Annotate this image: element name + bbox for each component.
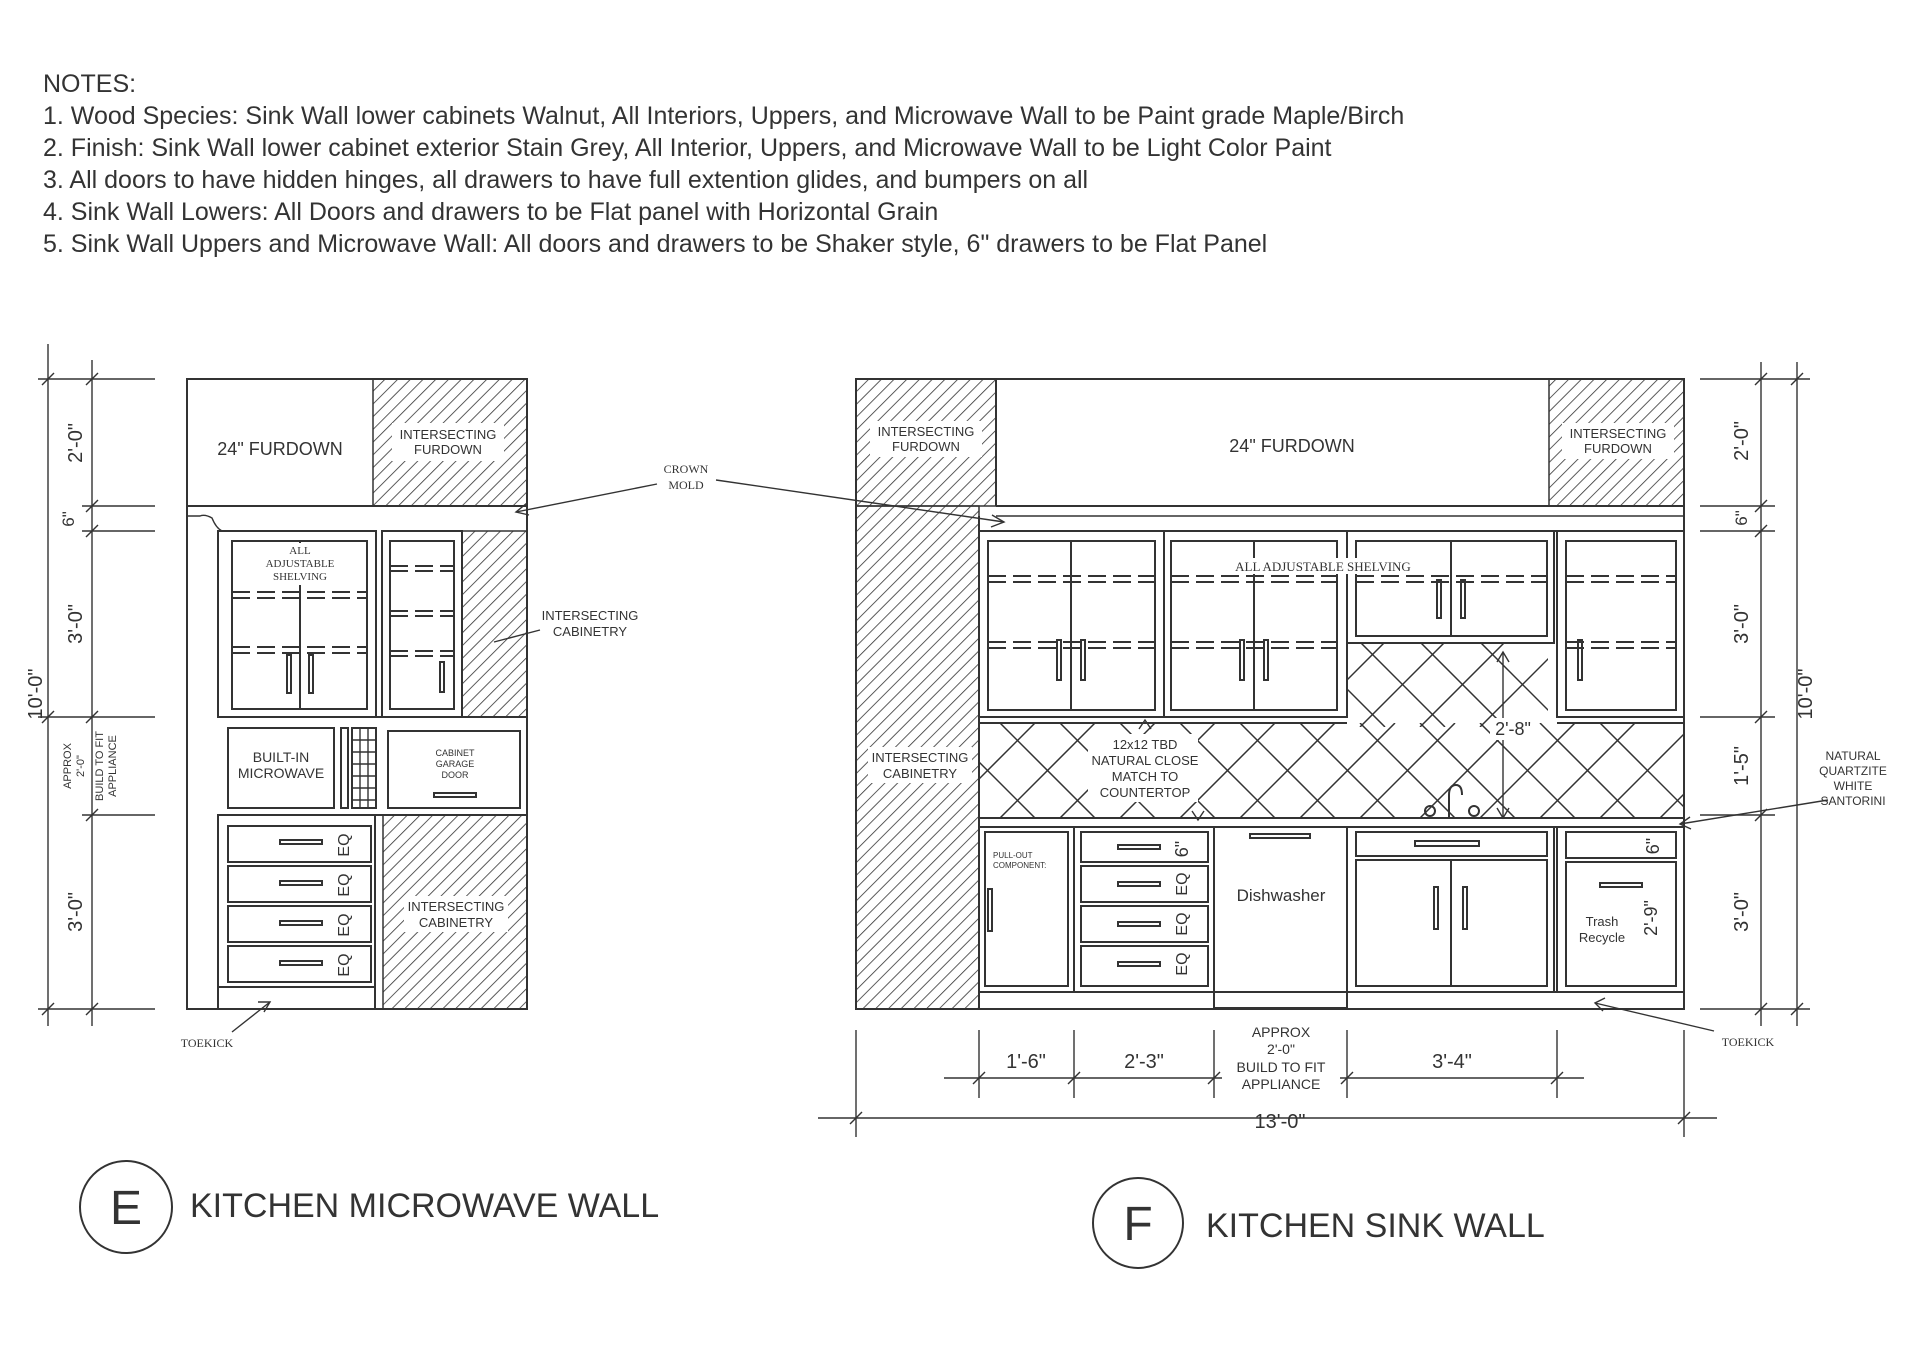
eq-label: EQ [336, 953, 353, 977]
shelving-note: SHELVING [273, 571, 327, 583]
intersecting-furdown-label: INTERSECTING [877, 424, 975, 439]
shelving-note: ADJUSTABLE [265, 558, 335, 570]
countertop-note: SANTORINI [1820, 794, 1886, 808]
intersecting-cabinetry-label: INTERSECTING [407, 899, 505, 914]
dim-crown: 6" [1732, 510, 1751, 526]
pullout-label: COMPONENT: [993, 861, 1047, 870]
crown-mold [187, 506, 373, 531]
tile-note: MATCH TO [1111, 769, 1179, 784]
intersecting-furdown-label: FURDOWN [1584, 441, 1652, 456]
dim-dishwasher: APPROX [1251, 1024, 1311, 1040]
dishwasher [1214, 827, 1347, 1008]
eq-label: EQ [1174, 872, 1191, 896]
intersecting-cabinetry-label: CABINETRY [418, 915, 494, 930]
elevation-title: KITCHEN MICROWAVE WALL [190, 1187, 660, 1225]
note-item: 1. Wood Species: Sink Wall lower cabinets Walnut, All Interiors, Uppers, and Microwave Wall to be Paint grade Maple/Birch [43, 102, 1405, 130]
dim-microwave-zone: 2'-0" [75, 755, 87, 777]
countertop-note: NATURAL [1825, 749, 1881, 763]
trash-label: Recycle [1578, 930, 1626, 945]
dim-lower: 3'-0" [65, 892, 87, 932]
dim-overall: 13'-0" [1254, 1111, 1306, 1133]
countertop [979, 818, 1684, 827]
crown-mold-label: MOLD [668, 478, 704, 492]
intersecting-cabinetry-label: INTERSECTING [541, 608, 639, 623]
dim-backsplash-height: 2'-8" [1495, 719, 1531, 739]
eq-label: EQ [336, 833, 353, 857]
intersecting-cabinetry-label: CABINETRY [552, 624, 628, 639]
shelving-note: ALL ADJUSTABLE SHELVING [1235, 559, 1411, 574]
elevation-title: KITCHEN SINK WALL [1206, 1207, 1545, 1245]
tile-note: COUNTERTOP [1099, 785, 1191, 800]
intersecting-cabinetry-label: INTERSECTING [871, 750, 969, 765]
tile-note: NATURAL CLOSE [1091, 753, 1199, 768]
dim-upper: 3'-0" [1731, 604, 1753, 644]
elevation-e-microwave-wall [25, 344, 659, 1253]
dim-microwave-zone: APPROX [62, 743, 74, 789]
elevation-marker-letter: E [109, 1182, 143, 1235]
dim-drawer-small: 6" [1172, 840, 1192, 858]
intersecting-cabinetry-label: CABINETRY [882, 766, 958, 781]
dim-dishwasher: APPLIANCE [1241, 1076, 1321, 1092]
dim-dishwasher: BUILD TO FIT [1236, 1059, 1326, 1075]
dim-furdown: 2'-0" [1731, 421, 1753, 461]
crown-mold-label: CROWN [663, 462, 709, 476]
intersecting-furdown-label: FURDOWN [414, 442, 482, 457]
dim-drawer-small: 6" [1643, 837, 1663, 855]
microwave-label: BUILT-IN [252, 749, 310, 765]
note-item: 2. Finish: Sink Wall lower cabinet exterior Stain Grey, All Interior, Uppers, and Microwave Wall to be Light Color Paint [43, 134, 1332, 162]
dim-width: 2'-3" [1124, 1051, 1164, 1073]
dim-dishwasher: 2'-0" [1267, 1041, 1295, 1057]
countertop-note: WHITE [1833, 779, 1873, 793]
intersecting-furdown-label: FURDOWN [892, 439, 960, 454]
shelving-note: ALL [289, 545, 311, 557]
eq-label: EQ [1174, 952, 1191, 976]
intersecting-cabinetry-hatch [462, 531, 527, 717]
eq-label: EQ [1174, 912, 1191, 936]
dishwasher-label: Dishwasher [1236, 886, 1326, 905]
dim-width: 1'-6" [1006, 1051, 1046, 1073]
toekick-label: TOEKICK [180, 1036, 234, 1050]
upper-cabinet [1557, 531, 1684, 717]
notes-heading: NOTES: [43, 70, 137, 98]
dim-backsplash: 1'-5" [1731, 746, 1753, 786]
dim-upper: 3'-0" [65, 604, 87, 644]
note-item: 3. All doors to have hidden hinges, all drawers to have full extention glides, and bumpers on all [43, 166, 1089, 194]
dim-crown: 6" [59, 511, 78, 527]
dim-total: 10'-0" [25, 668, 47, 720]
intersecting-furdown-label: INTERSECTING [1569, 426, 1667, 441]
garage-door-label: DOOR [441, 770, 469, 780]
upper-cabinet-narrow [382, 531, 462, 717]
trash-label: Trash [1585, 914, 1619, 929]
eq-label: EQ [336, 873, 353, 897]
dim-microwave-zone: APPLIANCE [107, 735, 119, 797]
dim-drawer-tall: 2'-9" [1641, 900, 1661, 936]
note-item: 4. Sink Wall Lowers: All Doors and drawers to be Flat panel with Horizontal Grain [43, 198, 939, 226]
eq-label: EQ [336, 913, 353, 937]
microwave-label: MICROWAVE [237, 765, 325, 781]
dim-furdown: 2'-0" [65, 423, 87, 463]
furdown-label: 24" FURDOWN [217, 439, 343, 459]
tile-note: 12x12 TBD [1112, 737, 1178, 752]
dim-total: 10'-0" [1795, 668, 1817, 720]
backsplash-tile [940, 723, 1755, 818]
dim-microwave-zone: BUILD TO FIT [94, 731, 106, 801]
note-item: 5. Sink Wall Uppers and Microwave Wall: All doors and drawers to be Shaker style, 6" drawers to be Flat Panel [43, 230, 1268, 258]
garage-door-label: CABINET [435, 748, 475, 758]
dim-lower: 3'-0" [1731, 892, 1753, 932]
trash-cabinet [1557, 827, 1684, 992]
garage-door-label: GARAGE [435, 759, 475, 769]
elevation-f-sink-wall [818, 362, 1887, 1268]
dim-width: 3'-4" [1432, 1051, 1472, 1073]
elevation-marker-letter: F [1123, 1198, 1153, 1251]
intersecting-furdown-label: INTERSECTING [399, 427, 497, 442]
pullout-label: PULL-OUT [993, 851, 1033, 860]
toekick-label: TOEKICK [1721, 1035, 1775, 1049]
countertop-note: QUARTZITE [1819, 764, 1887, 778]
drawer-cabinet [1074, 827, 1214, 992]
furdown-label: 24" FURDOWN [1229, 436, 1355, 456]
